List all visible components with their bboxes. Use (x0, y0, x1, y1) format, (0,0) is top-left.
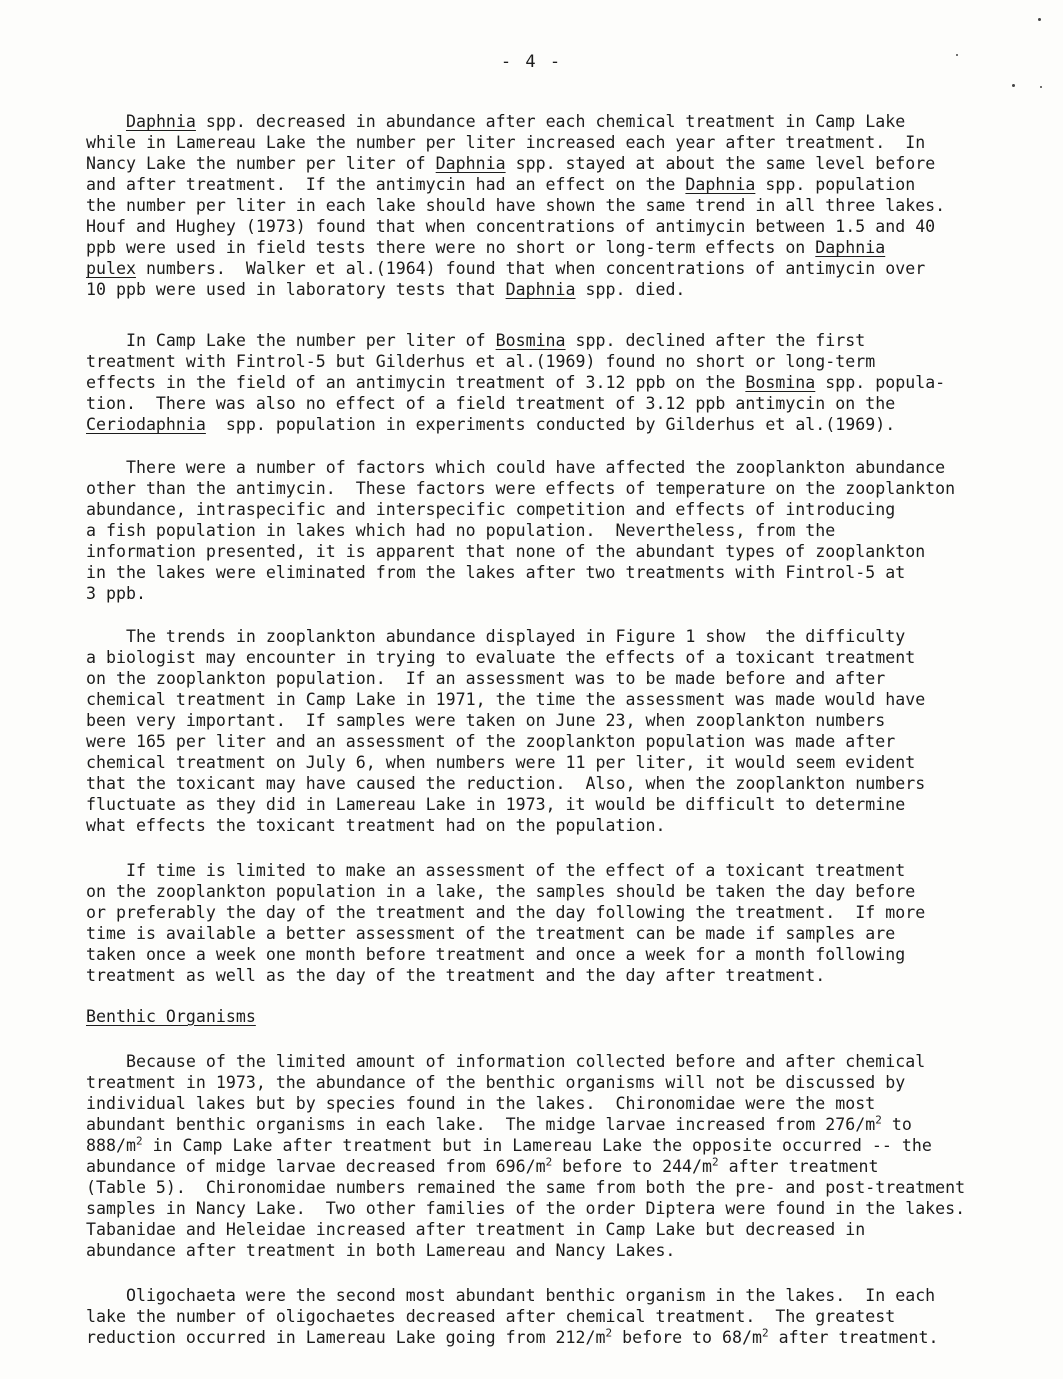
text-segment: abundance, intraspecific and interspecific competition and effects of introducing (86, 500, 896, 519)
text-line (86, 1177, 1036, 1198)
text-line (86, 1093, 1036, 1114)
text-line (86, 195, 1036, 216)
text-line (86, 944, 1036, 965)
text-line (86, 668, 1036, 689)
text-line (86, 1156, 1036, 1177)
text-line (86, 647, 1036, 668)
text-line (86, 902, 1036, 923)
text-segment: Tabanidae and Heleidae increased after treatment in Camp Lake but decreased in (86, 1220, 866, 1239)
underlined-taxon: Ceriodaphnia (86, 415, 206, 434)
superscript: 2 (761, 1326, 769, 1340)
text-segment: abundant benthic organisms in each lake. The midge larvae increased from 276/m (86, 1115, 876, 1134)
paragraph (86, 330, 1036, 435)
text-line (86, 153, 1036, 174)
text-line (86, 583, 1036, 604)
text-segment: effects in the field of an antimycin treatment of 3.12 ppb on the (86, 373, 746, 392)
text-line (86, 923, 1036, 944)
text-line (86, 965, 1036, 986)
text-segment (86, 112, 126, 131)
text-line (86, 279, 1036, 300)
text-segment: spp. decreased in abundance after each chemical treatment in Camp Lake (195, 112, 906, 131)
text-line (86, 1240, 1036, 1261)
text-line (86, 520, 1036, 541)
text-segment: on the zooplankton population in a lake, the samples should be taken the day before (86, 882, 916, 901)
text-segment: on the zooplankton population. If an assessment was to be made before and after (86, 669, 886, 688)
text-segment: spp. died. (575, 280, 686, 299)
underlined-taxon: Bosmina (745, 373, 816, 392)
text-segment: what effects the toxicant treatment had on the population. (86, 816, 666, 835)
underlined-taxon: Daphnia (685, 175, 756, 194)
text-line (86, 860, 1036, 881)
text-segment: other than the antimycin. These factors were effects of temperature on the zooplankton (86, 479, 956, 498)
text-segment: and after treatment. If the antimycin had an effect on the (86, 175, 686, 194)
text-segment: Nancy Lake the number per liter of (86, 154, 436, 173)
paragraph (86, 111, 1036, 300)
text-segment: reduction occurred in Lamereau Lake going from 212/m (86, 1328, 606, 1347)
text-segment: spp. declined after the first (565, 331, 866, 350)
text-segment: treatment in 1973, the abundance of the benthic organisms will not be discussed by (86, 1073, 906, 1092)
text-segment: to (881, 1115, 912, 1134)
text-line (86, 752, 1036, 773)
text-line (86, 710, 1036, 731)
text-segment: in Camp Lake after treatment but in Lamereau Lake the opposite occurred -- the (142, 1136, 932, 1155)
text-line (86, 689, 1036, 710)
text-segment: been very important. If samples were taken on June 23, when zooplankton numbers (86, 711, 886, 730)
text-segment: before to 244/m (552, 1157, 713, 1176)
text-segment: The trends in zooplankton abundance displayed in Figure 1 show the difficulty (86, 627, 906, 646)
superscript: 2 (712, 1155, 719, 1169)
text-line (86, 731, 1036, 752)
text-segment: Oligochaeta were the second most abundant benthic organism in the lakes. In each (86, 1286, 936, 1305)
text-line (86, 1219, 1036, 1240)
superscript: 2 (875, 1113, 882, 1127)
text-segment: 3 ppb. (86, 584, 146, 603)
text-segment: chemical treatment on July 6, when numbers were 11 per liter, it would seem evident (86, 753, 916, 772)
paragraph (86, 1051, 1036, 1261)
text-segment: abundance after treatment in both Lamereau and Nancy Lakes. (86, 1241, 676, 1260)
text-line (86, 815, 1036, 836)
text-segment: Houf and Hughey (1973) found that when concentrations of antimycin between 1.5 and 40 (86, 217, 936, 236)
superscript: 2 (545, 1155, 553, 1169)
text-line (86, 330, 1036, 351)
paragraph (86, 626, 1036, 836)
underlined-taxon: Daphnia (505, 280, 576, 299)
text-segment: lake the number of oligochaetes decreased after chemical treatment. The greatest (86, 1307, 896, 1326)
text-line (86, 1285, 1036, 1306)
text-segment: were 165 per liter and an assessment of the zooplankton population was made after (86, 732, 896, 751)
text-segment: before to 68/m (612, 1328, 762, 1347)
text-segment: fluctuate as they did in Lamereau Lake in 1973, it would be difficult to determine (86, 795, 906, 814)
text-line (86, 794, 1036, 815)
text-segment: spp. popula- (815, 373, 946, 392)
text-line (86, 372, 1036, 393)
underlined-taxon: Daphnia (815, 238, 886, 257)
text-segment: abundance of midge larvae decreased from 696/m (86, 1157, 546, 1176)
text-line (86, 541, 1036, 562)
scan-speck (1040, 86, 1042, 88)
text-segment: that the toxicant may have caused the reduction. Also, when the zooplankton numbers (86, 774, 926, 793)
text-segment: ppb were used in field tests there were no short or long-term effects on (86, 238, 816, 257)
paragraph (86, 860, 1036, 986)
text-line (86, 881, 1036, 902)
text-line (86, 773, 1036, 794)
text-line (86, 1306, 1036, 1327)
text-segment: a biologist may encounter in trying to evaluate the effects of a toxicant treatment (86, 648, 916, 667)
text-line (86, 499, 1036, 520)
paragraph (86, 457, 1036, 604)
text-line (86, 414, 1036, 435)
text-line (86, 457, 1036, 478)
text-line (86, 393, 1036, 414)
text-segment: information presented, it is apparent that none of the abundant types of zooplankton (86, 542, 926, 561)
page-number: - 4 - (500, 52, 563, 72)
text-line (86, 111, 1036, 132)
text-segment: 888/m (86, 1136, 136, 1155)
text-segment: 10 ppb were used in laboratory tests that (86, 280, 506, 299)
text-segment: spp. stayed at about the same level before (505, 154, 936, 173)
text-segment: samples in Nancy Lake. Two other families of the order Diptera were found in the lakes. (86, 1199, 966, 1218)
text-line (86, 1198, 1036, 1219)
text-segment: treatment as well as the day of the treatment and the day after treatment. (86, 966, 826, 985)
text-line (86, 1114, 1036, 1135)
text-line (86, 1072, 1036, 1093)
text-line (86, 237, 1036, 258)
underlined-taxon: Bosmina (495, 331, 566, 350)
text-line (86, 132, 1036, 153)
underlined-taxon: pulex (86, 259, 136, 278)
text-segment: spp. population in experiments conducted by Gilderhus et al.(1969). (205, 415, 896, 434)
text-line (86, 174, 1036, 195)
text-segment: taken once a week one month before treatment and once a week for a month following (86, 945, 906, 964)
text-segment: In Camp Lake the number per liter of (86, 331, 496, 350)
text-segment: time is available a better assessment of the treatment can be made if samples are (86, 924, 896, 943)
text-segment: If time is limited to make an assessment of the effect of a toxicant treatment (86, 861, 906, 880)
text-segment: or preferably the day of the treatment and the day following the treatment. If more (86, 903, 926, 922)
scan-speck (956, 54, 958, 56)
text-segment: treatment with Fintrol-5 but Gilderhus et al.(1969) found no short or long-term (86, 352, 876, 371)
scan-speck (1012, 84, 1015, 87)
superscript: 2 (605, 1326, 613, 1340)
text-segment: after treatment. (768, 1328, 939, 1347)
text-segment: individual lakes but by species found in the lakes. Chironomidae were the most (86, 1094, 876, 1113)
paragraph (86, 1285, 1036, 1348)
text-line (86, 258, 1036, 279)
text-segment: chemical treatment in Camp Lake in 1971, the time the assessment was made would have (86, 690, 926, 709)
text-line (86, 562, 1036, 583)
underlined-taxon: Daphnia (435, 154, 506, 173)
text-line (86, 216, 1036, 237)
text-segment: numbers. Walker et al.(1964) found that when concentrations of antimycin over (135, 259, 926, 278)
text-segment: after treatment (718, 1157, 879, 1176)
text-segment: tion. There was also no effect of a field treatment of 3.12 ppb antimycin on the (86, 394, 896, 413)
text-segment: a fish population in lakes which had no population. Nevertheless, from the (86, 521, 836, 540)
text-line (86, 626, 1036, 647)
text-segment: while in Lamereau Lake the number per liter increased each year after treatment. In (86, 133, 926, 152)
section-heading: Benthic Organisms (86, 1007, 256, 1026)
text-line (86, 1051, 1036, 1072)
text-line (86, 1135, 1036, 1156)
scan-speck (1038, 18, 1041, 21)
text-segment: There were a number of factors which could have affected the zooplankton abundance (86, 458, 946, 477)
text-segment: spp. population (755, 175, 916, 194)
underlined-taxon: Daphnia (125, 112, 196, 131)
text-line (86, 478, 1036, 499)
superscript: 2 (135, 1134, 143, 1148)
text-segment: in the lakes were eliminated from the lakes after two treatments with Fintrol-5 at (86, 563, 906, 582)
text-segment: the number per liter in each lake should have shown the same trend in all three lakes. (86, 196, 946, 215)
text-line (86, 1327, 1036, 1348)
text-segment: (Table 5). Chironomidae numbers remained the same from both the pre- and post-treatment (86, 1178, 966, 1197)
text-line (86, 351, 1036, 372)
text-segment: Because of the limited amount of information collected before and after chemical (86, 1052, 926, 1071)
